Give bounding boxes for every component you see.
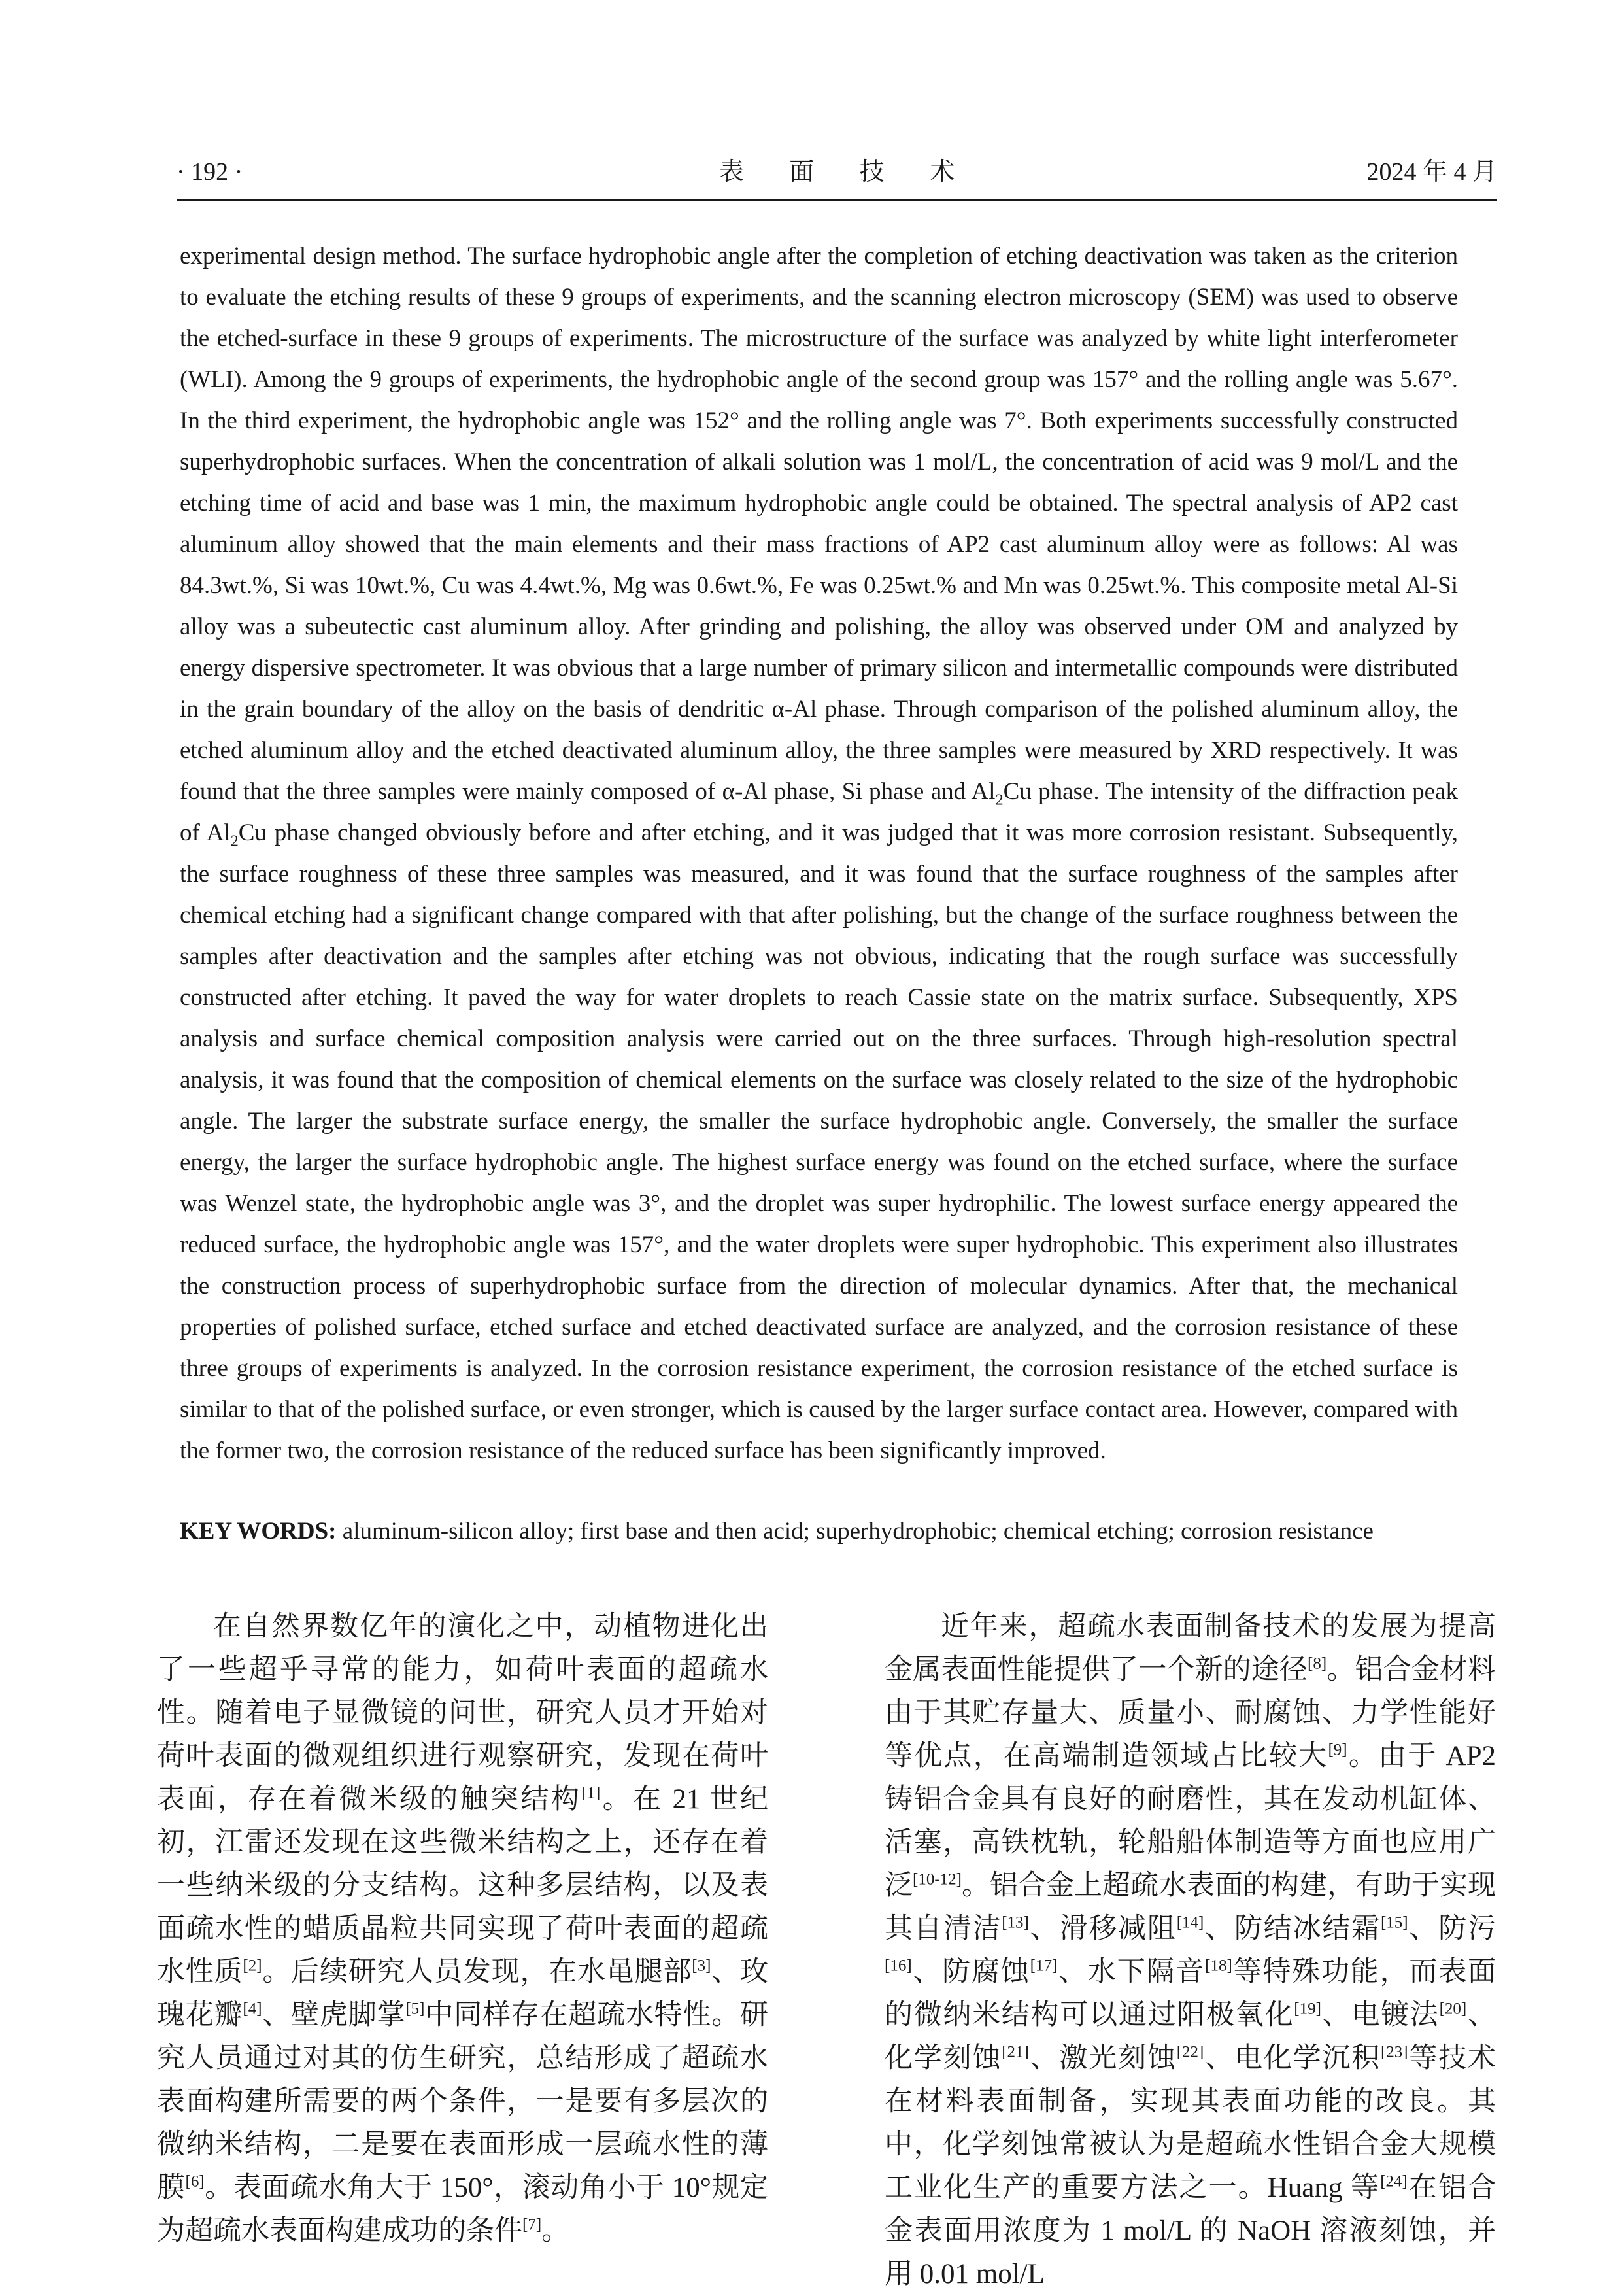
abstract-segment: Cu phase. The intensity of the diffraction peak of Al bbox=[180, 778, 1458, 846]
citation-ref[interactable]: [14] bbox=[1176, 1913, 1204, 1932]
text-segment: 。铝合金上超疏水表面的构建，有助于实现其自清洁 bbox=[885, 1870, 1496, 1944]
text-segment: 。表面疏水角大于 150°，滚动角小于 10°规定为超疏水表面构建成功的条件 bbox=[157, 2172, 768, 2246]
citation-ref[interactable]: [24] bbox=[1380, 2172, 1408, 2191]
citation-ref[interactable]: [15] bbox=[1380, 1913, 1408, 1932]
citation-ref[interactable]: [21] bbox=[1002, 2043, 1029, 2061]
text-segment: 、防污 bbox=[1408, 1913, 1496, 1944]
keywords-label: KEY WORDS: bbox=[180, 1518, 337, 1545]
citation-ref[interactable]: [9] bbox=[1328, 1741, 1347, 1759]
citation-ref[interactable]: [6] bbox=[185, 2172, 205, 2191]
citation-ref[interactable]: [2] bbox=[243, 1957, 262, 1975]
page-header bbox=[177, 149, 1497, 195]
citation-ref[interactable]: [22] bbox=[1176, 2043, 1204, 2061]
text-segment: 、壁虎脚掌 bbox=[262, 2000, 406, 2030]
text-segment: 、激光刻蚀 bbox=[1028, 2043, 1177, 2074]
citation-ref[interactable]: [23] bbox=[1380, 2043, 1408, 2061]
text-segment: 近年来，超疏水表面制备技术的发展为提高金属表面性能提供了一个新的途径 bbox=[885, 1611, 1496, 1685]
text-segment: 在自然界数亿年的演化之中，动植物进化出了一些超乎寻常的能力，如荷叶表面的超疏水性。随着电子显微镜的问世，研究人员才开始对荷叶表面的微观组织进行观察研究，发现在荷叶表面，存在着微米级的触突结构 bbox=[157, 1611, 768, 1815]
abstract-text bbox=[180, 235, 1458, 1471]
issue-date: 2024 年 4 月 bbox=[1366, 158, 1497, 186]
paragraph bbox=[885, 1605, 1496, 2296]
journal-title: 表 面 技 术 bbox=[718, 158, 975, 186]
text-segment: 、化学刻蚀 bbox=[885, 2000, 1496, 2074]
text-segment: 、玫瑰花瓣 bbox=[157, 1957, 769, 2030]
text-segment: 。在 21 世纪初，江雷还发现在这些微米结构之上，还存在着一些纳米级的分支结构。这种多层结构，以及表面疏水性的蜡质晶粒共同实现了荷叶表面的超疏水性质 bbox=[157, 1784, 768, 1987]
text-segment: 。由于 AP2 铸铝合金具有良好的耐磨性，其在发动机缸体、活塞，高铁枕轨，轮船船体制造等方面也应用广泛 bbox=[885, 1741, 1496, 1901]
text-segment: 。后续研究人员发现，在水黾腿部 bbox=[262, 1957, 692, 1987]
citation-ref[interactable]: [10-12] bbox=[913, 1870, 962, 1889]
body-column-right bbox=[885, 1605, 1496, 2296]
citation-ref[interactable]: [19] bbox=[1294, 2000, 1321, 2018]
text-segment: 、电镀法 bbox=[1321, 2000, 1440, 2030]
subscript: 2 bbox=[995, 791, 1004, 809]
keywords-list: aluminum-silicon alloy; first base and then acid; superhydrophobic; chemical etching; corrosion resistance bbox=[336, 1518, 1374, 1545]
text-segment: 在铝合金表面用浓度为 1 mol/L 的 NaOH 溶液刻蚀，并用 0.01 mol/L bbox=[885, 2172, 1496, 2289]
text-segment: 等技术在材料表面制备，实现其表面功能的改良。其中，化学刻蚀常被认为是超疏水性铝合金大规模工业化生产的重要方法之一。Huang 等 bbox=[885, 2043, 1496, 2203]
citation-ref[interactable]: [16] bbox=[885, 1957, 912, 1975]
header-divider bbox=[177, 199, 1497, 201]
keywords bbox=[180, 1511, 1458, 1552]
citation-ref[interactable]: [4] bbox=[243, 2000, 262, 2018]
text-segment: 等特殊功能，而表面的微纳米结构可以通过阳极氧化 bbox=[885, 1957, 1496, 2030]
citation-ref[interactable]: [17] bbox=[1030, 1957, 1058, 1975]
subscript: 2 bbox=[230, 832, 239, 850]
text-segment: 中同样存在超疏水特性。研究人员通过对其的仿生研究，总结形成了超疏水表面构建所需要的两个条件，一是要有多层次的微纳米结构，二是要在表面形成一层疏水性的薄膜 bbox=[157, 2000, 769, 2203]
page-number: · 192 · bbox=[177, 158, 243, 186]
citation-ref[interactable]: [1] bbox=[581, 1784, 601, 1802]
body-column-left bbox=[157, 1605, 768, 2253]
paragraph bbox=[157, 1605, 768, 2253]
citation-ref[interactable]: [8] bbox=[1308, 1654, 1327, 1673]
citation-ref[interactable]: [18] bbox=[1205, 1957, 1232, 1975]
citation-ref[interactable]: [3] bbox=[692, 1957, 711, 1975]
abstract-segment: experimental design method. The surface hydrophobic angle after the completion of etching deactivation was taken as the criterion to evaluate the etching results of these 9 groups of experiments, and the scanning electron microscopy (SEM) was used to observe the etched-surface in these 9 groups of experiments. The microstructure of the surface was analyzed by white light interferometer (WLI). Among the 9 groups of experiments, the hydrophobic angle of the second group was 157° and the rolling angle was 5.67°. In the third experiment, the hydrophobic angle was 152° and the rolling angle was 7°. Both experiments successfully constructed superhydrophobic surfaces. When the concentration of alkali solution was 1 mol/L, the concentration of acid was 9 mol/L and the etching time of acid and base was 1 min, the maximum hydrophobic angle could be obtained. The spectral analysis of AP2 cast aluminum alloy showed that the main elements and their mass fractions of AP2 cast aluminum alloy were as follows: Al was 84.3wt.%, Si was 10wt.%, Cu was 4.4wt.%, Mg was 0.6wt.%, Fe was 0.25wt.% and Mn was 0.25wt.%. This composite metal Al-Si alloy was a subeutectic cast aluminum alloy. After grinding and polishing, the alloy was observed under OM and analyzed by energy dispersive spectrometer. It was obvious that a large number of primary silicon and intermetallic compounds were distributed in the grain boundary of the alloy on the basis of dendritic α-Al phase. Through comparison of the polished aluminum alloy, the etched aluminum alloy and the etched deactivated aluminum alloy, the three samples were measured by XRD respectively. It was found that the three samples were mainly composed of α-Al phase, Si phase and Al bbox=[180, 243, 1458, 805]
text-segment: 、电化学沉积 bbox=[1204, 2043, 1381, 2074]
citation-ref[interactable]: [5] bbox=[405, 2000, 425, 2018]
text-segment: 、滑移减阻 bbox=[1028, 1913, 1177, 1944]
text-segment: 、防结冰结霜 bbox=[1204, 1913, 1381, 1944]
citation-ref[interactable]: [13] bbox=[1002, 1913, 1029, 1932]
text-segment: 、防腐蚀 bbox=[911, 1957, 1030, 1987]
text-segment: 。铝合金材料由于其贮存量大、质量小、耐腐蚀、力学性能好等优点，在高端制造领域占比较大 bbox=[885, 1654, 1496, 1772]
citation-ref[interactable]: [7] bbox=[522, 2216, 542, 2234]
text-segment: 、水下隔音 bbox=[1057, 1957, 1206, 1987]
citation-ref[interactable]: [20] bbox=[1439, 2000, 1467, 2018]
abstract-segment: Cu phase changed obviously before and after etching, and it was judged that it was more corrosion resistant. Subsequently, the surface roughness of these three samples was measured, and it was found that the surface roughness of the samples after chemical etching had a significant change compared with that after polishing, but the change of the surface roughness between the samples after deactivation and the samples after etching was not obvious, indicating that the rough surface was successfully constructed after etching. It paved the way for water droplets to reach Cassie state on the matrix surface. Subsequently, XPS analysis and surface chemical composition analysis were carried out on the three surfaces. Through high-resolution spectral analysis, it was found that the composition of chemical elements on the surface was closely related to the size of the hydrophobic angle. The larger the substrate surface energy, the smaller the surface hydrophobic angle. Conversely, the smaller the surface energy, the larger the surface hydrophobic angle. The highest surface energy was found on the etched surface, where the surface was Wenzel state, the hydrophobic angle was 3°, and the droplet was super hydrophilic. The lowest surface energy appeared the reduced surface, the hydrophobic angle was 157°, and the water droplets were super hydrophobic. This experiment also illustrates the construction process of superhydrophobic surface from the direction of molecular dynamics. After that, the mechanical properties of polished surface, etched surface and etched deactivated surface are analyzed, and the corrosion resistance of these three groups of experiments is analyzed. In the corrosion resistance experiment, the corrosion resistance of the etched surface is similar to that of the polished surface, or even stronger, which is caused by the larger surface contact area. However, compared with the former two, the corrosion resistance of the reduced surface has been significantly improved. bbox=[180, 819, 1458, 1464]
text-segment: 。 bbox=[541, 2216, 570, 2246]
